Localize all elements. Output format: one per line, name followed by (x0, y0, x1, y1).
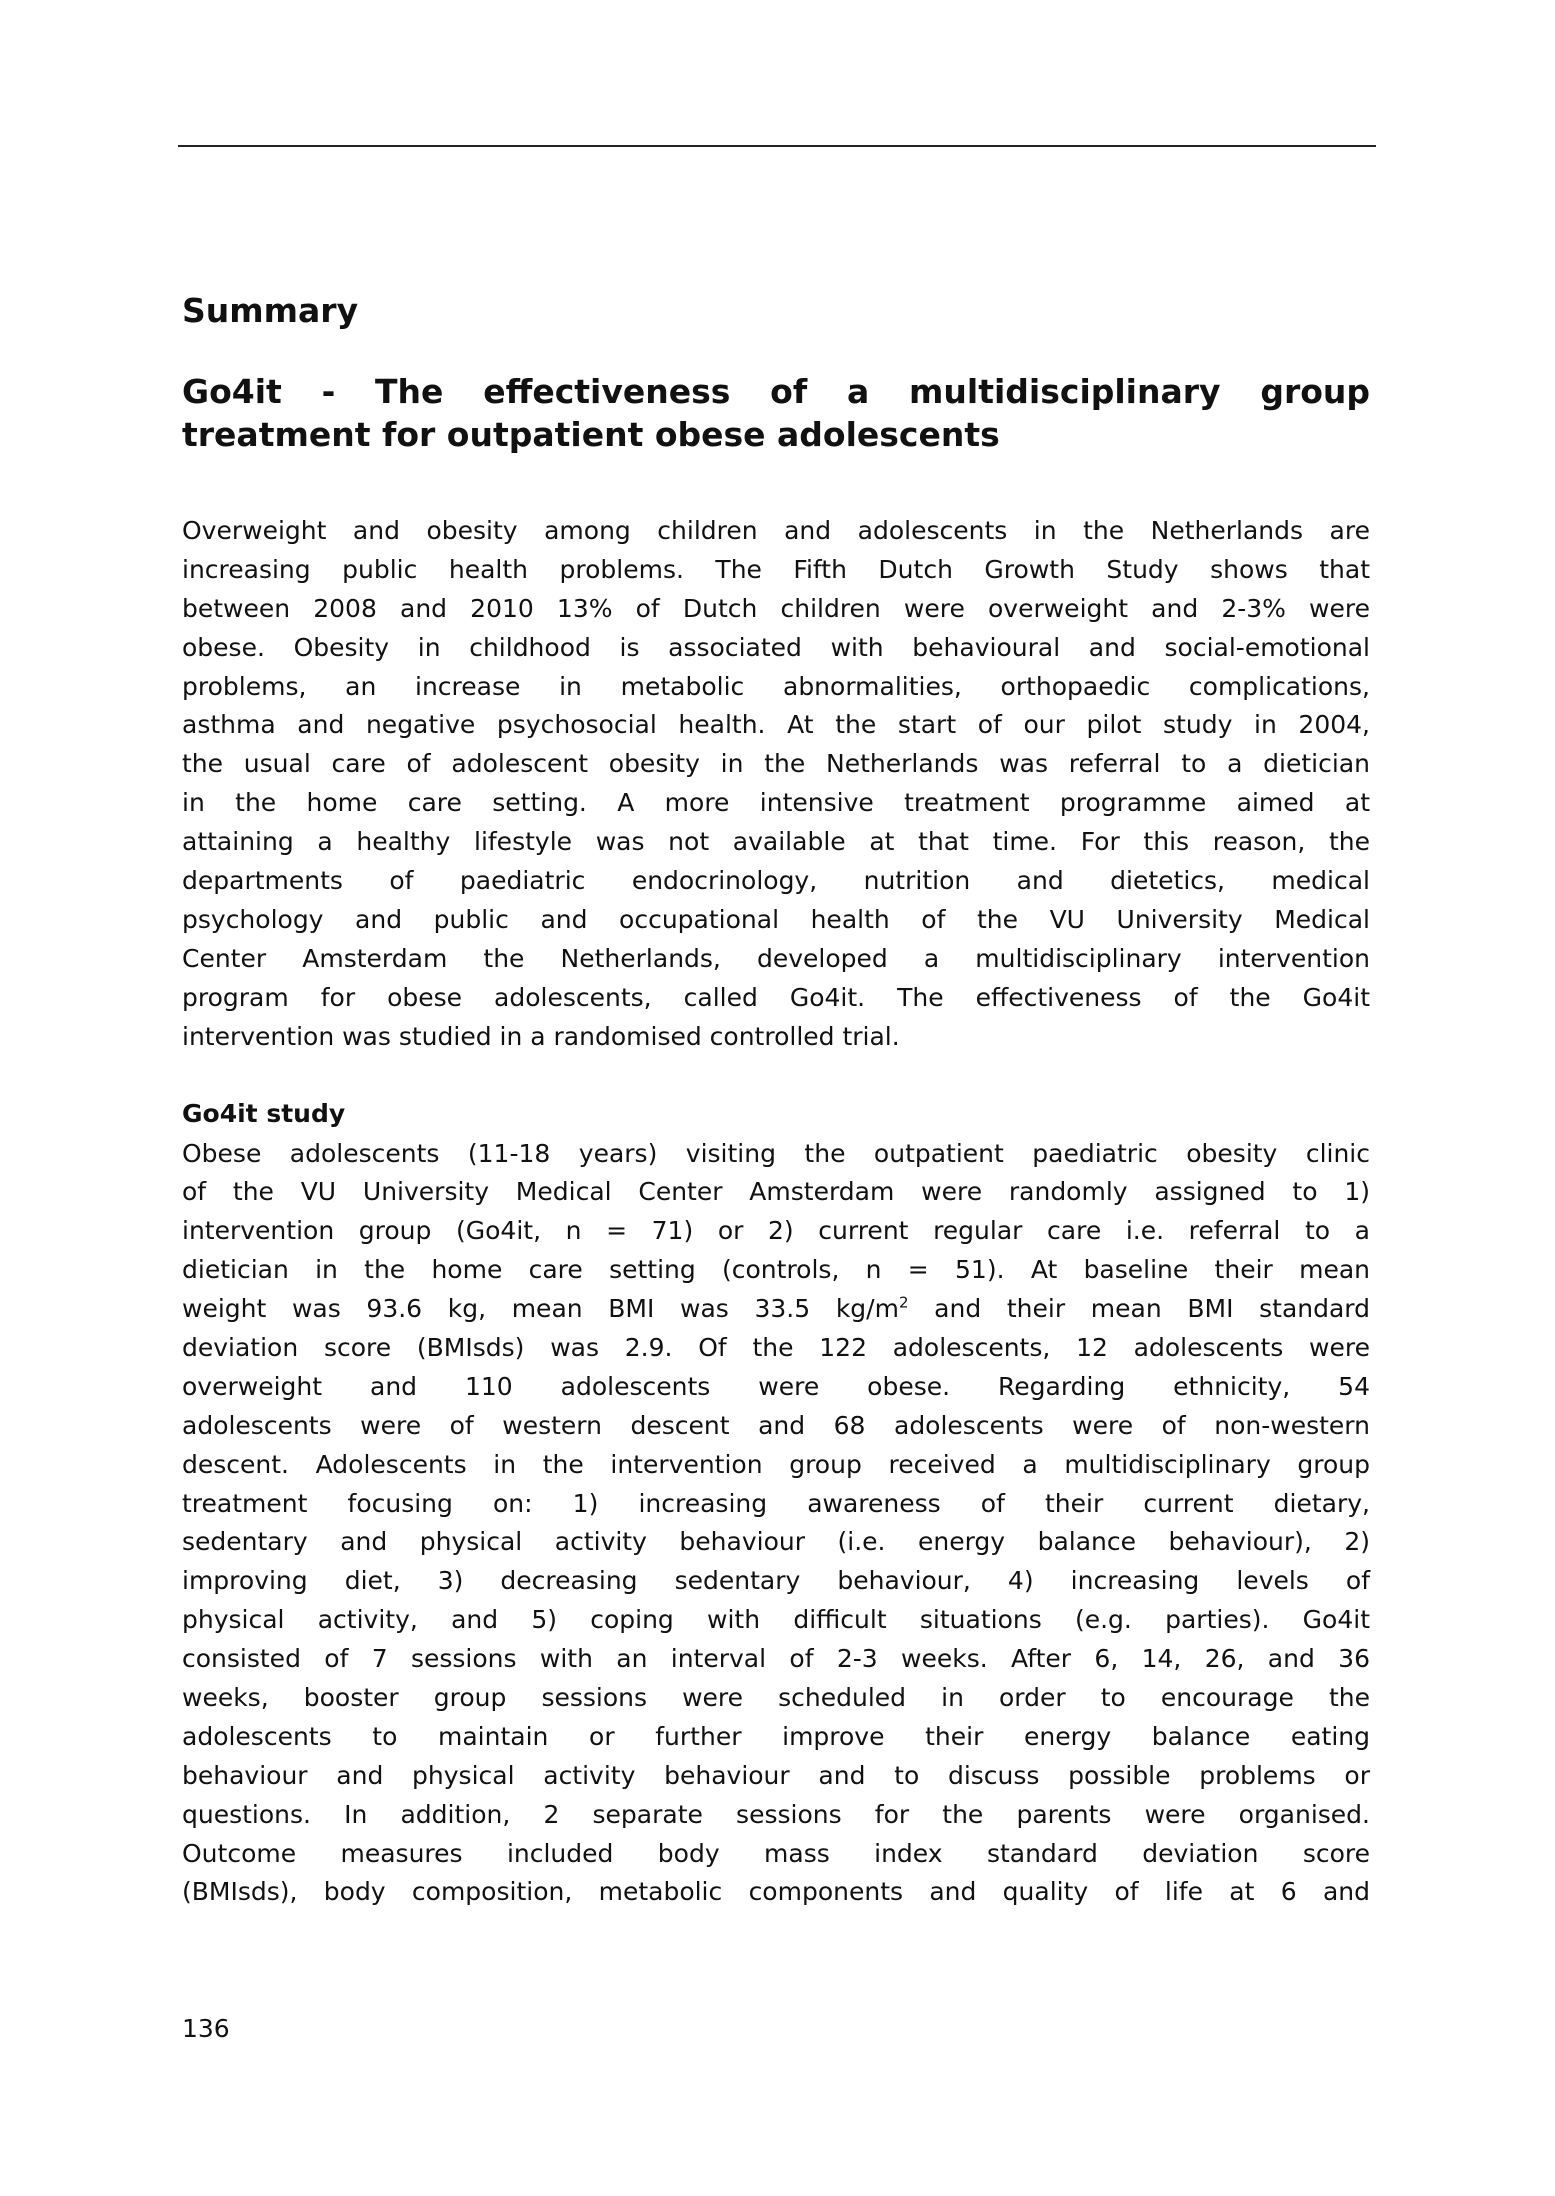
text-line: weeks, booster group sessions were scheduled in order to encourage the (182, 1682, 1370, 1712)
text-line-with-superscript (182, 1290, 1370, 1329)
text-line: attaining a healthy lifestyle was not available at that time. For this reason, the (182, 827, 1370, 857)
text-line: increasing public health problems. The Fifth Dutch Growth Study shows that (182, 554, 1370, 584)
header-rule (178, 145, 1376, 147)
text-line: obese. Obesity in childhood is associated with behavioural and social-emotional (182, 632, 1370, 662)
text-line: adolescents to maintain or further improve their energy balance eating (182, 1721, 1370, 1751)
text-line: Obese adolescents (11-18 years) visiting the outpatient paediatric obesity clinic (182, 1138, 1370, 1168)
text-line: questions. In addition, 2 separate sessions for the parents were organised. (182, 1799, 1370, 1829)
text-line: problems, an increase in metabolic abnormalities, orthopaedic complications, (182, 671, 1370, 701)
section-heading: Summary (182, 291, 359, 330)
text-line: behaviour and physical activity behaviour and to discuss possible problems or (182, 1760, 1370, 1790)
text-line: treatment focusing on: 1) increasing awareness of their current dietary, (182, 1488, 1370, 1518)
text-line: sedentary and physical activity behaviour (i.e. energy balance behaviour), 2) (182, 1527, 1370, 1557)
text-line: intervention group (Go4it, n = 71) or 2) current regular care i.e. referral to a (182, 1216, 1370, 1246)
text-line: adolescents were of western descent and 68 adolescents were of non-western (182, 1410, 1370, 1440)
subheading-go4it-study: Go4it study (182, 1099, 346, 1128)
text-line: departments of paediatric endocrinology, nutrition and dietetics, medical (182, 866, 1370, 896)
text-line: physical activity, and 5) coping with difficult situations (e.g. parties). Go4it (182, 1605, 1370, 1635)
text-line: asthma and negative psychosocial health. At the start of our pilot study in 2004, (182, 710, 1370, 740)
text-line: treatment for outpatient obese adolescents (182, 415, 1000, 454)
text-line: (BMIsds), body composition, metabolic components and quality of life at 6 and (182, 1877, 1370, 1907)
text-line: Go4it - The effectiveness of a multidisciplinary group (182, 372, 1370, 411)
text-segment-sup: 2 (898, 1293, 909, 1312)
text-line: Outcome measures included body mass index standard deviation score (182, 1838, 1370, 1868)
page-number: 136 (182, 2014, 230, 2043)
study-paragraph (182, 1135, 1370, 1913)
text-line: deviation score (BMIsds) was 2.9. Of the 122 adolescents, 12 adolescents were (182, 1332, 1370, 1362)
text-line: of the VU University Medical Center Amsterdam were randomly assigned to 1) (182, 1177, 1370, 1207)
text-line: between 2008 and 2010 13% of Dutch children were overweight and 2-3% were (182, 593, 1370, 623)
text-segment-pre: weight was 93.6 kg, mean BMI was 33.5 kg/m (182, 1294, 899, 1324)
text-line: Center Amsterdam the Netherlands, developed a multidisciplinary intervention (182, 943, 1370, 973)
text-line: consisted of 7 sessions with an interval of 2-3 weeks. After 6, 14, 26, and 36 (182, 1644, 1370, 1674)
text-line: intervention was studied in a randomised controlled trial. (182, 1021, 900, 1051)
text-line: Overweight and obesity among children and adolescents in the Netherlands are (182, 516, 1370, 545)
text-line: program for obese adolescents, called Go4it. The effectiveness of the Go4it (182, 982, 1370, 1012)
intro-paragraph (182, 512, 1370, 1056)
text-line: psychology and public and occupational health of the VU University Medical (182, 904, 1370, 934)
text-line: dietician in the home care setting (controls, n = 51). At baseline their mean (182, 1255, 1370, 1285)
text-line: descent. Adolescents in the intervention group received a multidisciplinary group (182, 1449, 1370, 1479)
text-line: overweight and 110 adolescents were obese. Regarding ethnicity, 54 (182, 1371, 1370, 1401)
text-line: in the home care setting. A more intensive treatment programme aimed at (182, 788, 1370, 818)
chapter-title (182, 370, 1370, 456)
text-line: the usual care of adolescent obesity in the Netherlands was referral to a dietician (182, 749, 1370, 779)
text-segment-post: and their mean BMI standard (908, 1294, 1371, 1324)
text-line: improving diet, 3) decreasing sedentary behaviour, 4) increasing levels of (182, 1566, 1370, 1596)
